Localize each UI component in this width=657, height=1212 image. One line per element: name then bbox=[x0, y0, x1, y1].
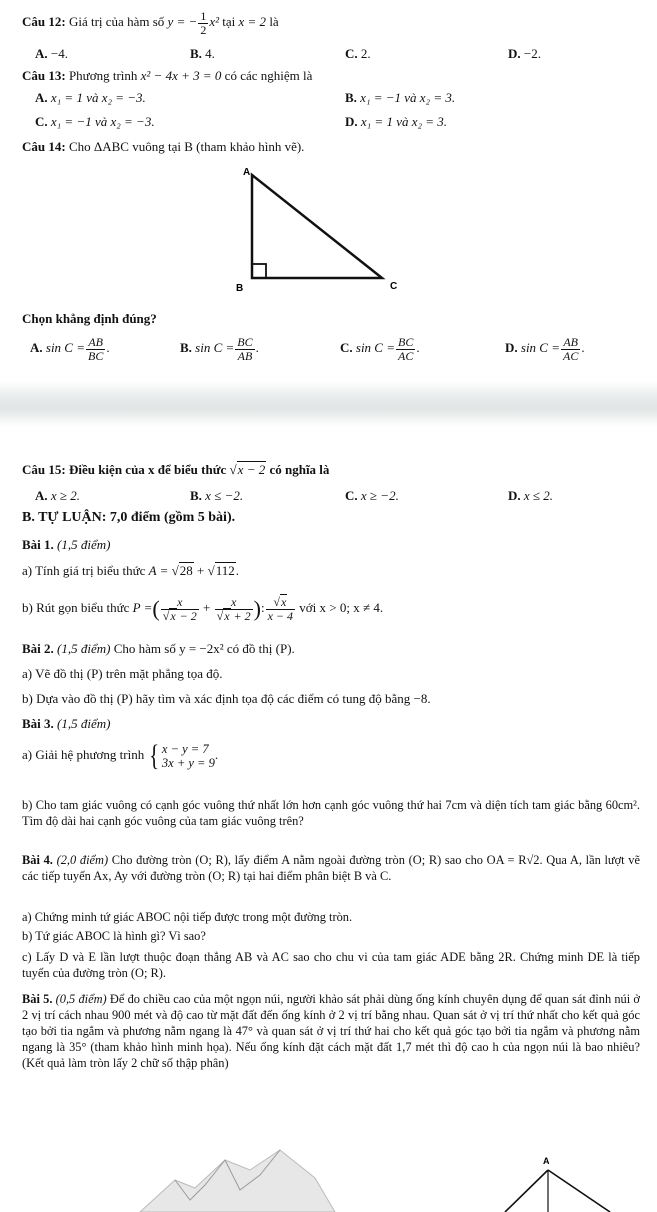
bai2-b: b) Dựa vào đồ thị (P) hãy tìm và xác định tọa độ các điểm có tung độ bằng −8. bbox=[22, 691, 431, 706]
q12-expr-var: x² bbox=[209, 14, 220, 30]
q12-option-b: B. 4. bbox=[190, 46, 215, 61]
sight-line-left bbox=[505, 1170, 548, 1212]
q13-option-d: D. x₁ = 1 và x₂ = 3. bbox=[345, 114, 448, 129]
bai3-a: a) Giải hệ phương trình { x − y = 7 3x + y = 9 . bbox=[22, 739, 219, 772]
q13-label: Câu 13: bbox=[22, 68, 66, 83]
q14-stem: Câu 14: Cho ΔABC vuông tại B (tham khảo hình vẽ). bbox=[22, 139, 305, 154]
q15-label: Câu 15: bbox=[22, 462, 66, 477]
bai4-c: c) Lấy D và E lần lượt thuộc đoạn thẳng AB và AC sao cho chu vi của tam giác ADE bằng 2R. Chứng minh DE là tiếp tuyến của đường tròn (O; R). bbox=[22, 950, 640, 980]
q15-stem: Câu 15: Điều kiện của x để biểu thức √x − 2 có nghĩa là bbox=[22, 462, 330, 477]
bai3-title: Bài 3. (1,5 điểm) bbox=[22, 716, 111, 731]
q13-option-c: C. x₁ = −1 và x₂ = −3. bbox=[35, 114, 155, 129]
bai4-intro: Bài 4. (2,0 điểm) Cho đường tròn (O; R), lấy điểm A nằm ngoài đường tròn (O; R) sao cho OA = R√2. Qua A, lần lượt vẽ các tiếp tuyến Ax, Ay với đường tròn (O; R) tại hai điểm phân biệt B và C. bbox=[22, 853, 640, 883]
triangle-abc bbox=[252, 175, 382, 278]
q14-triangle-figure bbox=[230, 165, 410, 295]
q14-prompt: Chọn khẳng định đúng? bbox=[22, 311, 157, 326]
q13-option-a: A. x₁ = 1 và x₂ = −3. bbox=[35, 90, 146, 105]
bai5-text: Bài 5. (0,5 điểm) Để đo chiều cao của một ngọn núi, người khảo sát phải dùng ống kính chuyên dụng để quan sát đỉnh núi ở 2 vị trí cách nhau 900 mét và độ cao từ mặt đất đến ống kính ở 2 vị trí bằng nhau. Quan sát ở vị trí thứ nhất cho kết quả góc tạo bởi tia ngắm và phương nằm ngang là 47° và quan sát ở vị trí thứ hai cho kết quả góc tạo bởi tia ngắm và phương nằm ngang là 35° (tham khảo hình minh họa). Nếu ống kính đặt cách mặt đất 1,7 mét thì độ cao h của ngọn núi là bao nhiêu? (Kết quả làm tròn lấy 2 chữ số thập phân) bbox=[22, 992, 640, 1070]
peak-label: A bbox=[543, 1156, 550, 1166]
bai4-a: a) Chứng minh tứ giác ABOC nội tiếp được trong một đường tròn. bbox=[22, 910, 353, 924]
q13-equation: x² − 4x + 3 = 0 bbox=[140, 68, 222, 83]
q15-option-c: C. x ≥ −2. bbox=[345, 488, 399, 503]
page-break-gap bbox=[0, 427, 657, 437]
vertex-b-label: B bbox=[236, 283, 244, 294]
bai4-b: b) Tứ giác ABOC là hình gì? Vì sao? bbox=[22, 929, 206, 943]
q15-option-b: B. x ≤ −2. bbox=[190, 488, 244, 503]
bai1-b: b) Rút gọn biểu thức P =( $\frac{x}{√x - 2}$ + $\frac{x}{√x + 2}$ ): $\frac{√x}{x - 4}$ với x > 0; x ≠ 4. bbox=[22, 595, 384, 623]
bai3-b: b) Cho tam giác vuông có cạnh góc vuông thứ nhất lớn hơn cạnh góc vuông thứ hai 7cm và diện tích tam giác bằng 60cm². Tìm độ dài hai cạnh góc vuông của tam giác vuông trên? bbox=[22, 798, 640, 828]
q14-option-a: A. sin C = $\frac{AB}{BC}$ . bbox=[30, 335, 110, 363]
vertex-a-label: A bbox=[243, 167, 251, 178]
q12-fraction: $\frac{1}{2}$ bbox=[200, 9, 207, 37]
bai5-figure bbox=[0, 1130, 657, 1212]
q12-text: Giá trị của hàm số bbox=[68, 14, 165, 30]
bai2-a: a) Vẽ đồ thị (P) trên mặt phẳng tọa độ. bbox=[22, 666, 223, 681]
q15-option-a: A. x ≥ 2. bbox=[35, 488, 81, 503]
q14-option-d: D. sin C = $\frac{AB}{AC}$ . bbox=[505, 335, 585, 363]
q12-label: Câu 12: bbox=[22, 14, 66, 30]
bai3-eq2: 3x + y = 9 bbox=[161, 756, 215, 770]
bai1-a: a) Tính giá trị biểu thức A = √28 + √112. bbox=[22, 563, 240, 578]
vertex-c-label: C bbox=[390, 281, 398, 292]
q15-radical: x − 2 bbox=[237, 462, 266, 477]
q12-option-d: D. −2. bbox=[508, 46, 541, 61]
q12-expr-lhs: y = − bbox=[167, 14, 198, 30]
q12-text2: tại bbox=[222, 14, 236, 30]
bai1-title: Bài 1. (1,5 điểm) bbox=[22, 537, 111, 552]
q12-option-a: A. −4. bbox=[35, 46, 68, 61]
q15-option-d: D. x ≤ 2. bbox=[508, 488, 554, 503]
q12-stem bbox=[22, 10, 279, 36]
q13-option-b: B. x₁ = −1 và x₂ = 3. bbox=[345, 90, 456, 105]
bai3-eq1: x − y = 7 bbox=[161, 741, 209, 756]
page-break-shadow bbox=[0, 381, 657, 427]
q12-option-c: C. 2. bbox=[345, 46, 371, 61]
q14-label: Câu 14: bbox=[22, 139, 66, 154]
q14-option-c: C. sin C = $\frac{BC}{AC}$ . bbox=[340, 335, 420, 363]
mountain-shape bbox=[140, 1150, 335, 1212]
q12-point: x = 2 bbox=[238, 14, 267, 30]
right-angle-mark bbox=[252, 264, 266, 278]
q12-text3: là bbox=[269, 14, 279, 30]
part-b-heading: B. TỰ LUẬN: 7,0 điểm (gồm 5 bài). bbox=[22, 510, 236, 525]
bai2-intro: Bài 2. (1,5 điểm) Cho hàm số y = −2x² có đồ thị (P). bbox=[22, 641, 295, 656]
sight-line-right bbox=[548, 1170, 610, 1212]
q13-stem: Câu 13: Phương trình x² − 4x + 3 = 0 có các nghiệm là bbox=[22, 68, 313, 83]
q14-option-b: B. sin C = $\frac{BC}{AB}$ . bbox=[180, 335, 259, 363]
